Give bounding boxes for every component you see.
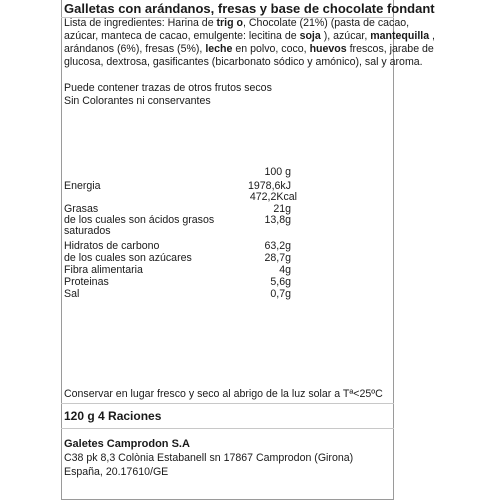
portion-info: 120 g 4 Raciones	[64, 409, 162, 423]
nutrient-label: de los cuales son azúcares	[64, 252, 192, 264]
nutrient-value: 0,7g	[270, 288, 291, 300]
nutrient-label: saturados	[64, 225, 111, 237]
company-address: C38 pk 8,3 Colònia Estabanell sn 17867 Camprodon (Girona)	[64, 452, 354, 464]
nutrient-label: Hidratos de carbono	[64, 240, 160, 252]
ingredients-line	[64, 17, 409, 30]
company-registry: España, 20.17610/GE	[64, 466, 169, 478]
nutrient-label: Grasas	[64, 203, 99, 215]
nutrient-value: 5,6g	[270, 276, 291, 288]
ingredient-text: Lista de ingredientes: Harina de	[64, 17, 217, 29]
nutrient-label: Proteinas	[64, 276, 109, 288]
product-title: Galletas con arándanos, fresas y base de chocolate fondant	[64, 1, 435, 16]
allergen-text: leche	[205, 43, 233, 55]
ingredient-text: frescos, jarabe de	[346, 43, 434, 55]
allergen-note: Puede contener trazas de otros frutos secos	[64, 82, 272, 94]
nutrient-label: Sal	[64, 288, 80, 300]
nutrient-label: Fibra alimentaria	[64, 264, 143, 276]
portion-divider	[61, 428, 394, 429]
no-additives-note: Sin Colorantes ni conservantes	[64, 95, 211, 107]
nutrition-per-label: 100 g	[264, 166, 291, 178]
nutrient-label: de los cuales son ácidos grasos	[64, 214, 215, 226]
nutrient-value: 21g	[273, 203, 291, 215]
ingredients-line	[64, 43, 434, 56]
allergen-text: soja	[299, 30, 321, 42]
company-name: Galetes Camprodon S.A	[64, 438, 190, 450]
storage-instructions: Conservar en lugar fresco y seco al abrigo de la luz solar a Tª<25ºC	[64, 388, 383, 400]
nutrient-label: Energia	[64, 180, 101, 192]
ingredients-line	[64, 56, 423, 69]
nutrient-value: 1978,6kJ	[248, 180, 291, 192]
ingredient-text: , Chocolate (21%) (pasta de cacao,	[243, 17, 410, 29]
ingredient-text: glucosa, dextrosa, gasificantes (bicarbonato sódico y amónico), sal y aroma.	[64, 56, 423, 68]
nutrient-value: 28,7g	[264, 252, 291, 264]
allergen-text: mantequilla	[370, 30, 430, 42]
ingredient-text: en polvo, coco,	[232, 43, 310, 55]
storage-divider	[61, 403, 394, 404]
ingredient-text: azúcar, manteca de cacao, emulgente: lecitina de	[64, 30, 300, 42]
nutrient-value: 472,2Kcal	[249, 191, 297, 203]
nutrient-value: 13,8g	[264, 214, 291, 226]
allergen-text: trig o	[216, 17, 244, 29]
allergen-text: huevos	[309, 43, 347, 55]
nutrient-value: 4g	[279, 264, 291, 276]
ingredient-text: ,	[429, 30, 435, 42]
nutrient-value: 63,2g	[264, 240, 291, 252]
ingredients-line	[64, 30, 435, 43]
ingredient-text: arándanos (6%), fresas (5%),	[64, 43, 206, 55]
ingredient-text: ), azúcar,	[320, 30, 371, 42]
